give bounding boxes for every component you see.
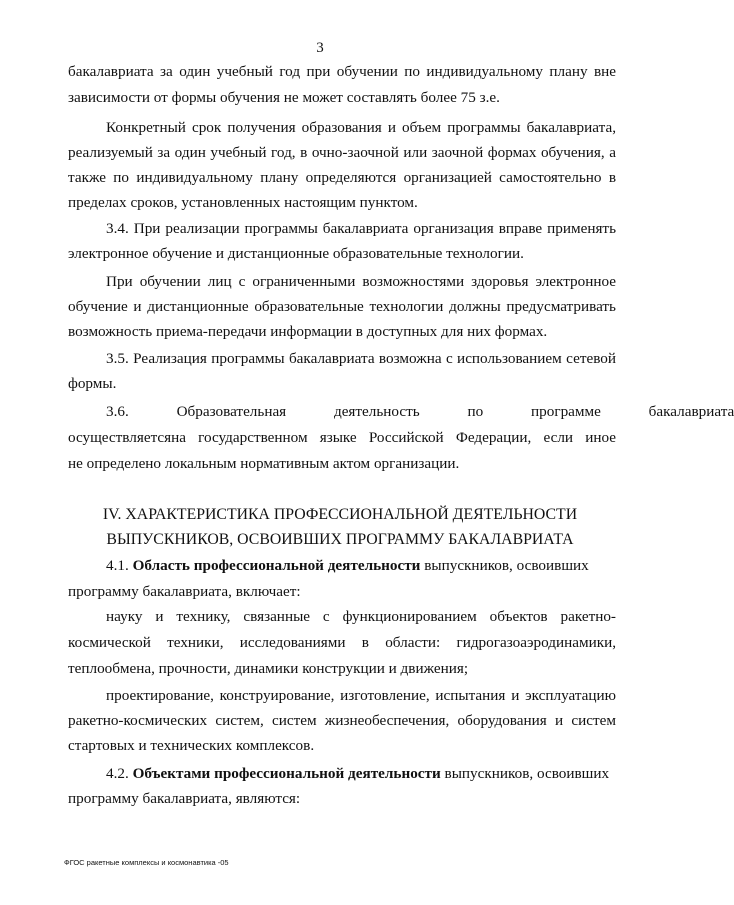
text-line: проектирование, конструирование, изготовление, испытания и эксплуатацию (106, 687, 616, 704)
text-line: теплообмена, прочности, динамики конструкции и движения; (68, 660, 469, 677)
text-line: не определено локальным нормативным актом организации. (68, 455, 460, 472)
text-line: Конкретный срок получения образования и объем программы бакалавриата, (106, 119, 616, 136)
text-line: программу бакалавриата, являются: (68, 790, 301, 807)
text-line: возможность приема-передачи информации в доступных для них формах. (68, 323, 548, 340)
page-footer: ФГОС ракетные комплексы и космонавтика -05 (64, 858, 229, 867)
bold-term: Область профессиональной деятельности (132, 557, 421, 574)
section-heading: IV. ХАРАКТЕРИСТИКА ПРОФЕССИОНАЛЬНОЙ ДЕЯТЕЛЬНОСТИ (102, 506, 578, 523)
text-line: также по индивидуальному плану определяются организацией самостоятельно в (68, 169, 616, 186)
text-line: пределах сроков, установленных настоящим пунктом. (68, 194, 418, 211)
text-line: формы. (68, 375, 117, 392)
text-fragment: выпускников, освоивших (420, 557, 589, 574)
text-line: программу бакалавриата, включает: (68, 583, 301, 600)
text-line: бакалавриата за один учебный год при обучении по индивидуальному плану вне (68, 63, 616, 80)
text-line: зависимости от формы обучения не может составлять более 75 з.е. (68, 89, 500, 106)
clause-number: 4.1. (106, 557, 133, 574)
section-heading: ВЫПУСКНИКОВ, ОСВОИВШИХ ПРОГРАММУ БАКАЛАВРИАТА (106, 531, 574, 548)
page-number: 3 (316, 40, 324, 56)
text-line: ракетно-космических систем, систем жизнеобеспечения, оборудования и систем (68, 712, 616, 729)
text-line: 3.5. Реализация программы бакалавриата возможна с использованием сетевой (106, 350, 616, 367)
text-line: науку и технику, связанные с функционированием объектов ракетно- (106, 608, 616, 625)
text-fragment: выпускников, освоивших (440, 765, 610, 782)
text-line: обучение и дистанционные образовательные технологии должны предусматривать (68, 298, 616, 315)
text-line: стартовых и технических комплексов. (68, 737, 315, 754)
text-line: 3.6. Образовательная деятельность по программе бакалавриата (106, 403, 734, 420)
text-line (106, 556, 616, 576)
text-line: 3.4. При реализации программы бакалавриата организация вправе применять (106, 220, 616, 237)
text-line: космической техники, исследованиями в области: гидрогазоаэродинамики, (68, 634, 616, 651)
text-line: реализуемый за один учебный год, в очно-заочной или заочной формах обучения, а (68, 144, 616, 161)
bold-term: Объектами профессиональной деятельности (132, 765, 441, 782)
text-line (106, 764, 616, 784)
clause-number: 4.2. (106, 765, 133, 782)
text-line: электронное обучение и дистанционные образовательные технологии. (68, 245, 524, 262)
text-line: При обучении лиц с ограниченными возможностями здоровья электронное (106, 273, 616, 290)
text-line: осуществляетсяна государственном языке Российской Федерации, если иное (68, 429, 616, 446)
